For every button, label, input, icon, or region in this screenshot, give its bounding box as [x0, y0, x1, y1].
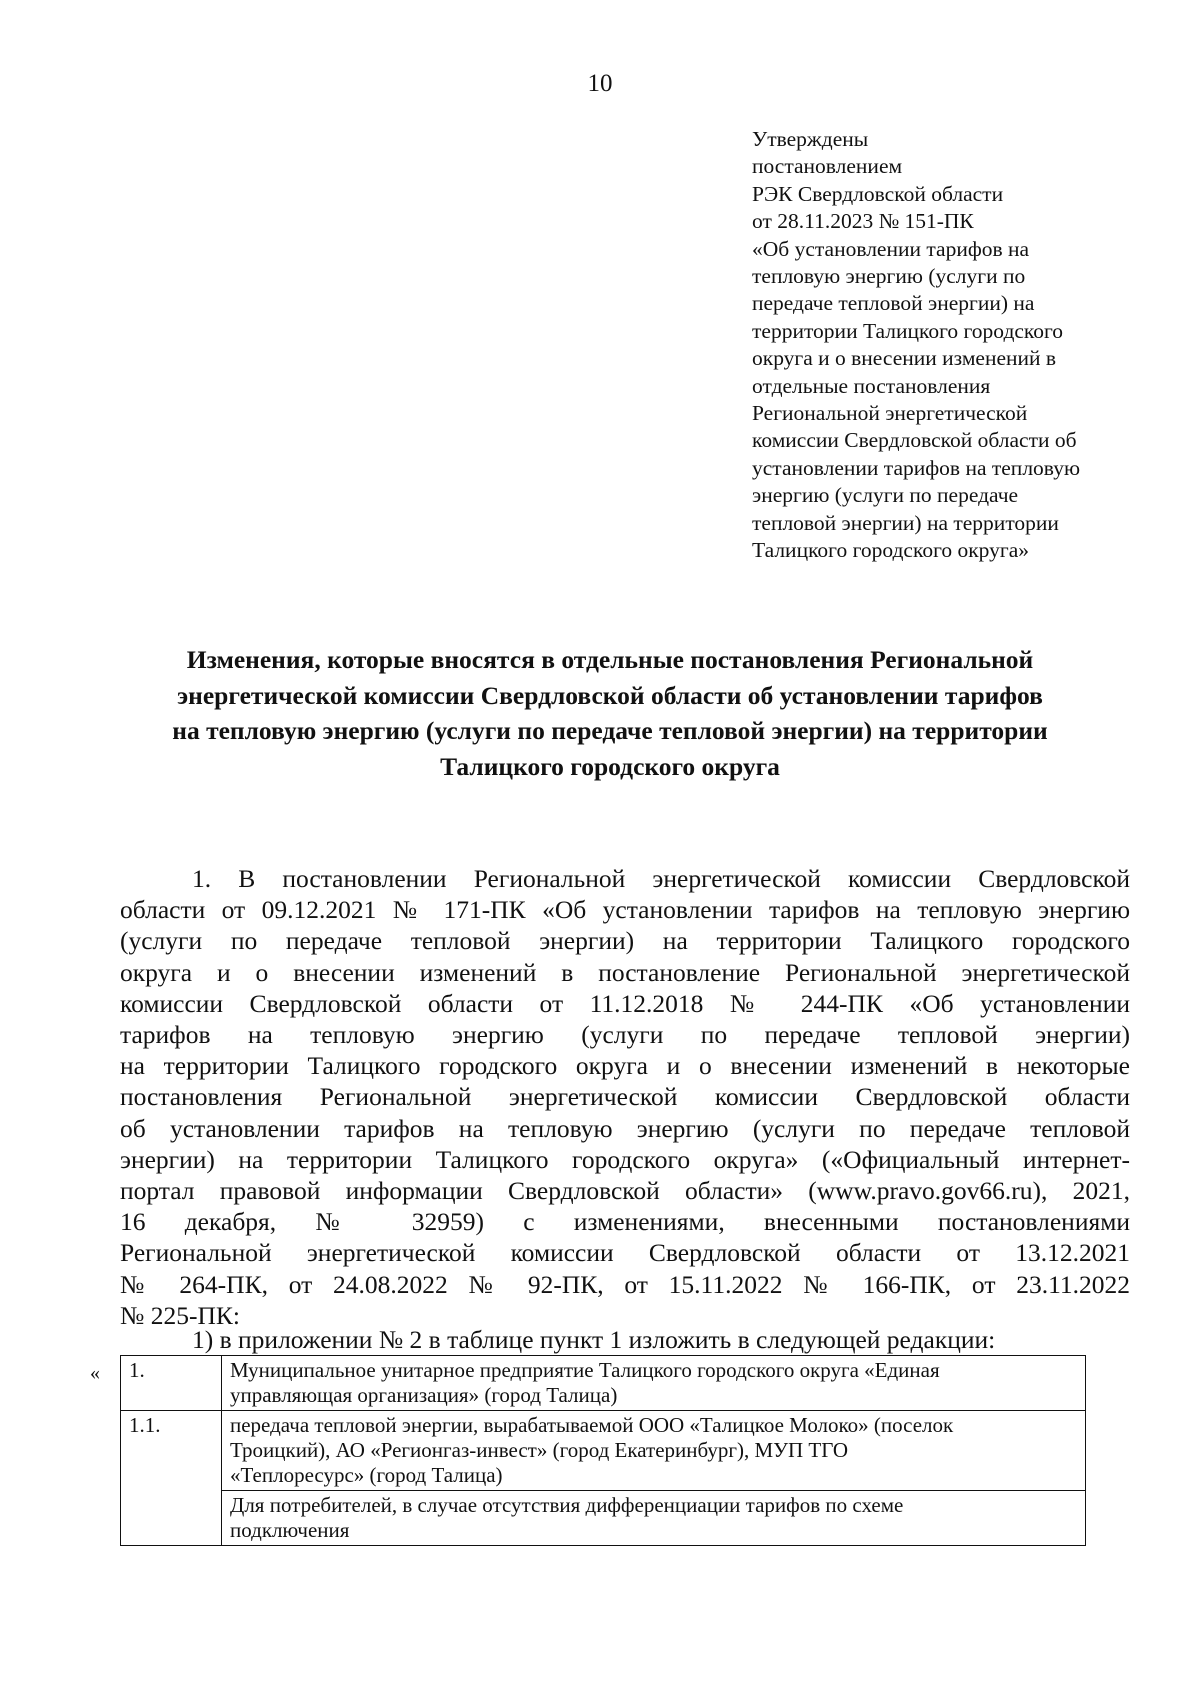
title-line: Изменения, которые вносятся в отдельные постановления Региональной — [186, 645, 1034, 674]
title-line: на тепловую энергию (услуги по передаче тепловой энергии) на территории — [172, 716, 1048, 745]
paragraph-line: энергии) на территории Талицкого городского округа» («Официальный интернет- — [120, 1144, 1130, 1174]
cell-line: Троицкий), АО «Регионгаз-инвест» (город Екатеринбург), МУП ТГО — [230, 1438, 849, 1462]
paragraph-line: комиссии Свердловской области от 11.12.2018 № 244-ПК «Об установлении — [120, 988, 1130, 1018]
approval-line: РЭК Свердловской области — [752, 181, 1004, 206]
approval-line: Талицкого городского округа» — [752, 538, 1030, 563]
cell-line: Для потребителей, в случае отсутствия дифференциации тарифов по схеме — [230, 1493, 904, 1517]
approval-line: отдельные постановления — [752, 373, 991, 398]
approval-line: Региональной энергетической — [752, 401, 1028, 426]
row-text-cell — [222, 1411, 1086, 1491]
paragraph-line: на территории Талицкого городского округа и о внесении изменений в некоторые — [120, 1051, 1130, 1081]
row-text-cell — [222, 1356, 1086, 1411]
paragraph-line: 1. В постановлении Региональной энергетической комиссии Свердловской — [192, 864, 1130, 893]
paragraph-line: Региональной энергетической комиссии Свердловской области от 13.12.2021 — [120, 1238, 1130, 1268]
paragraph-line: (услуги по передаче тепловой энергии) на территории Талицкого городского — [120, 926, 1130, 956]
approval-stamp-block — [752, 126, 1152, 565]
row-number-cell: 1.1. — [121, 1411, 222, 1546]
approval-line: комиссии Свердловской области об — [752, 428, 1077, 453]
paragraph-line: тарифов на тепловую энергию (услуги по передаче тепловой энергии) — [120, 1020, 1130, 1050]
approval-line: энергию (услуги по передаче — [752, 483, 1019, 508]
approval-line: тепловую энергию (услуги по — [752, 264, 1026, 289]
opening-quote: « — [90, 1362, 100, 1384]
paragraph-line: области от 09.12.2021 № 171-ПК «Об установлении тарифов на тепловую энергию — [120, 895, 1130, 925]
tariff-table — [120, 1355, 1086, 1546]
paragraph-line: 16 декабря, № 32959) с изменениями, внесенными постановлениями — [120, 1207, 1130, 1237]
title-line: энергетической комиссии Свердловской области об установлении тарифов — [177, 680, 1043, 710]
row-text-cell — [222, 1491, 1086, 1546]
cell-line: «Теплоресурс» (город Талица) — [230, 1463, 503, 1487]
row-number-cell: 1. — [121, 1356, 222, 1411]
cell-line: подключения — [230, 1518, 350, 1542]
paragraph-line: постановления Региональной энергетической комиссии Свердловской области — [120, 1082, 1130, 1112]
paragraph-1 — [120, 863, 1130, 1331]
paragraph-line: № 225-ПК: — [120, 1300, 240, 1330]
approval-line: установлении тарифов на тепловую — [752, 455, 1081, 480]
document-title — [110, 642, 1110, 784]
approval-line: от 28.11.2023 № 151-ПК — [752, 209, 974, 234]
paragraph-line: портал правовой информации Свердловской области» (www.pravo.gov66.ru), 2021, — [120, 1176, 1130, 1206]
title-line: Талицкого городского округа — [440, 751, 780, 781]
approval-line: постановлением — [752, 154, 903, 179]
page-number: 10 — [587, 70, 613, 97]
approval-line: округа и о внесении изменений в — [752, 346, 1057, 371]
approval-line: Утверждены — [752, 127, 869, 151]
approval-line: тепловой энергии) на территории — [752, 510, 1059, 535]
cell-line: Муниципальное унитарное предприятие Талицкого городского округа «Единая — [230, 1358, 940, 1382]
paragraph-line: округа и о внесении изменений в постановление Региональной энергетической — [120, 957, 1130, 987]
approval-line: «Об установлении тарифов на — [752, 236, 1030, 261]
approval-line: территории Талицкого городского — [752, 318, 1064, 343]
table-row — [121, 1411, 1086, 1491]
paragraph-line: об установлении тарифов на тепловую энергию (услуги по передаче тепловой — [120, 1113, 1130, 1143]
table-row — [121, 1491, 1086, 1546]
cell-line: передача тепловой энергии, вырабатываемой ООО «Талицкое Молоко» (поселок — [230, 1413, 954, 1437]
cell-line: управляющая организация» (город Талица) — [230, 1383, 618, 1407]
paragraph-line: № 264-ПК, от 24.08.2022 № 92-ПК, от 15.11.2022 № 166-ПК, от 23.11.2022 — [120, 1269, 1130, 1299]
approval-line: передаче тепловой энергии) на — [752, 291, 1035, 316]
subpoint-1: 1) в приложении № 2 в таблице пункт 1 изложить в следующей редакции: — [192, 1325, 996, 1354]
table-row — [121, 1356, 1086, 1411]
